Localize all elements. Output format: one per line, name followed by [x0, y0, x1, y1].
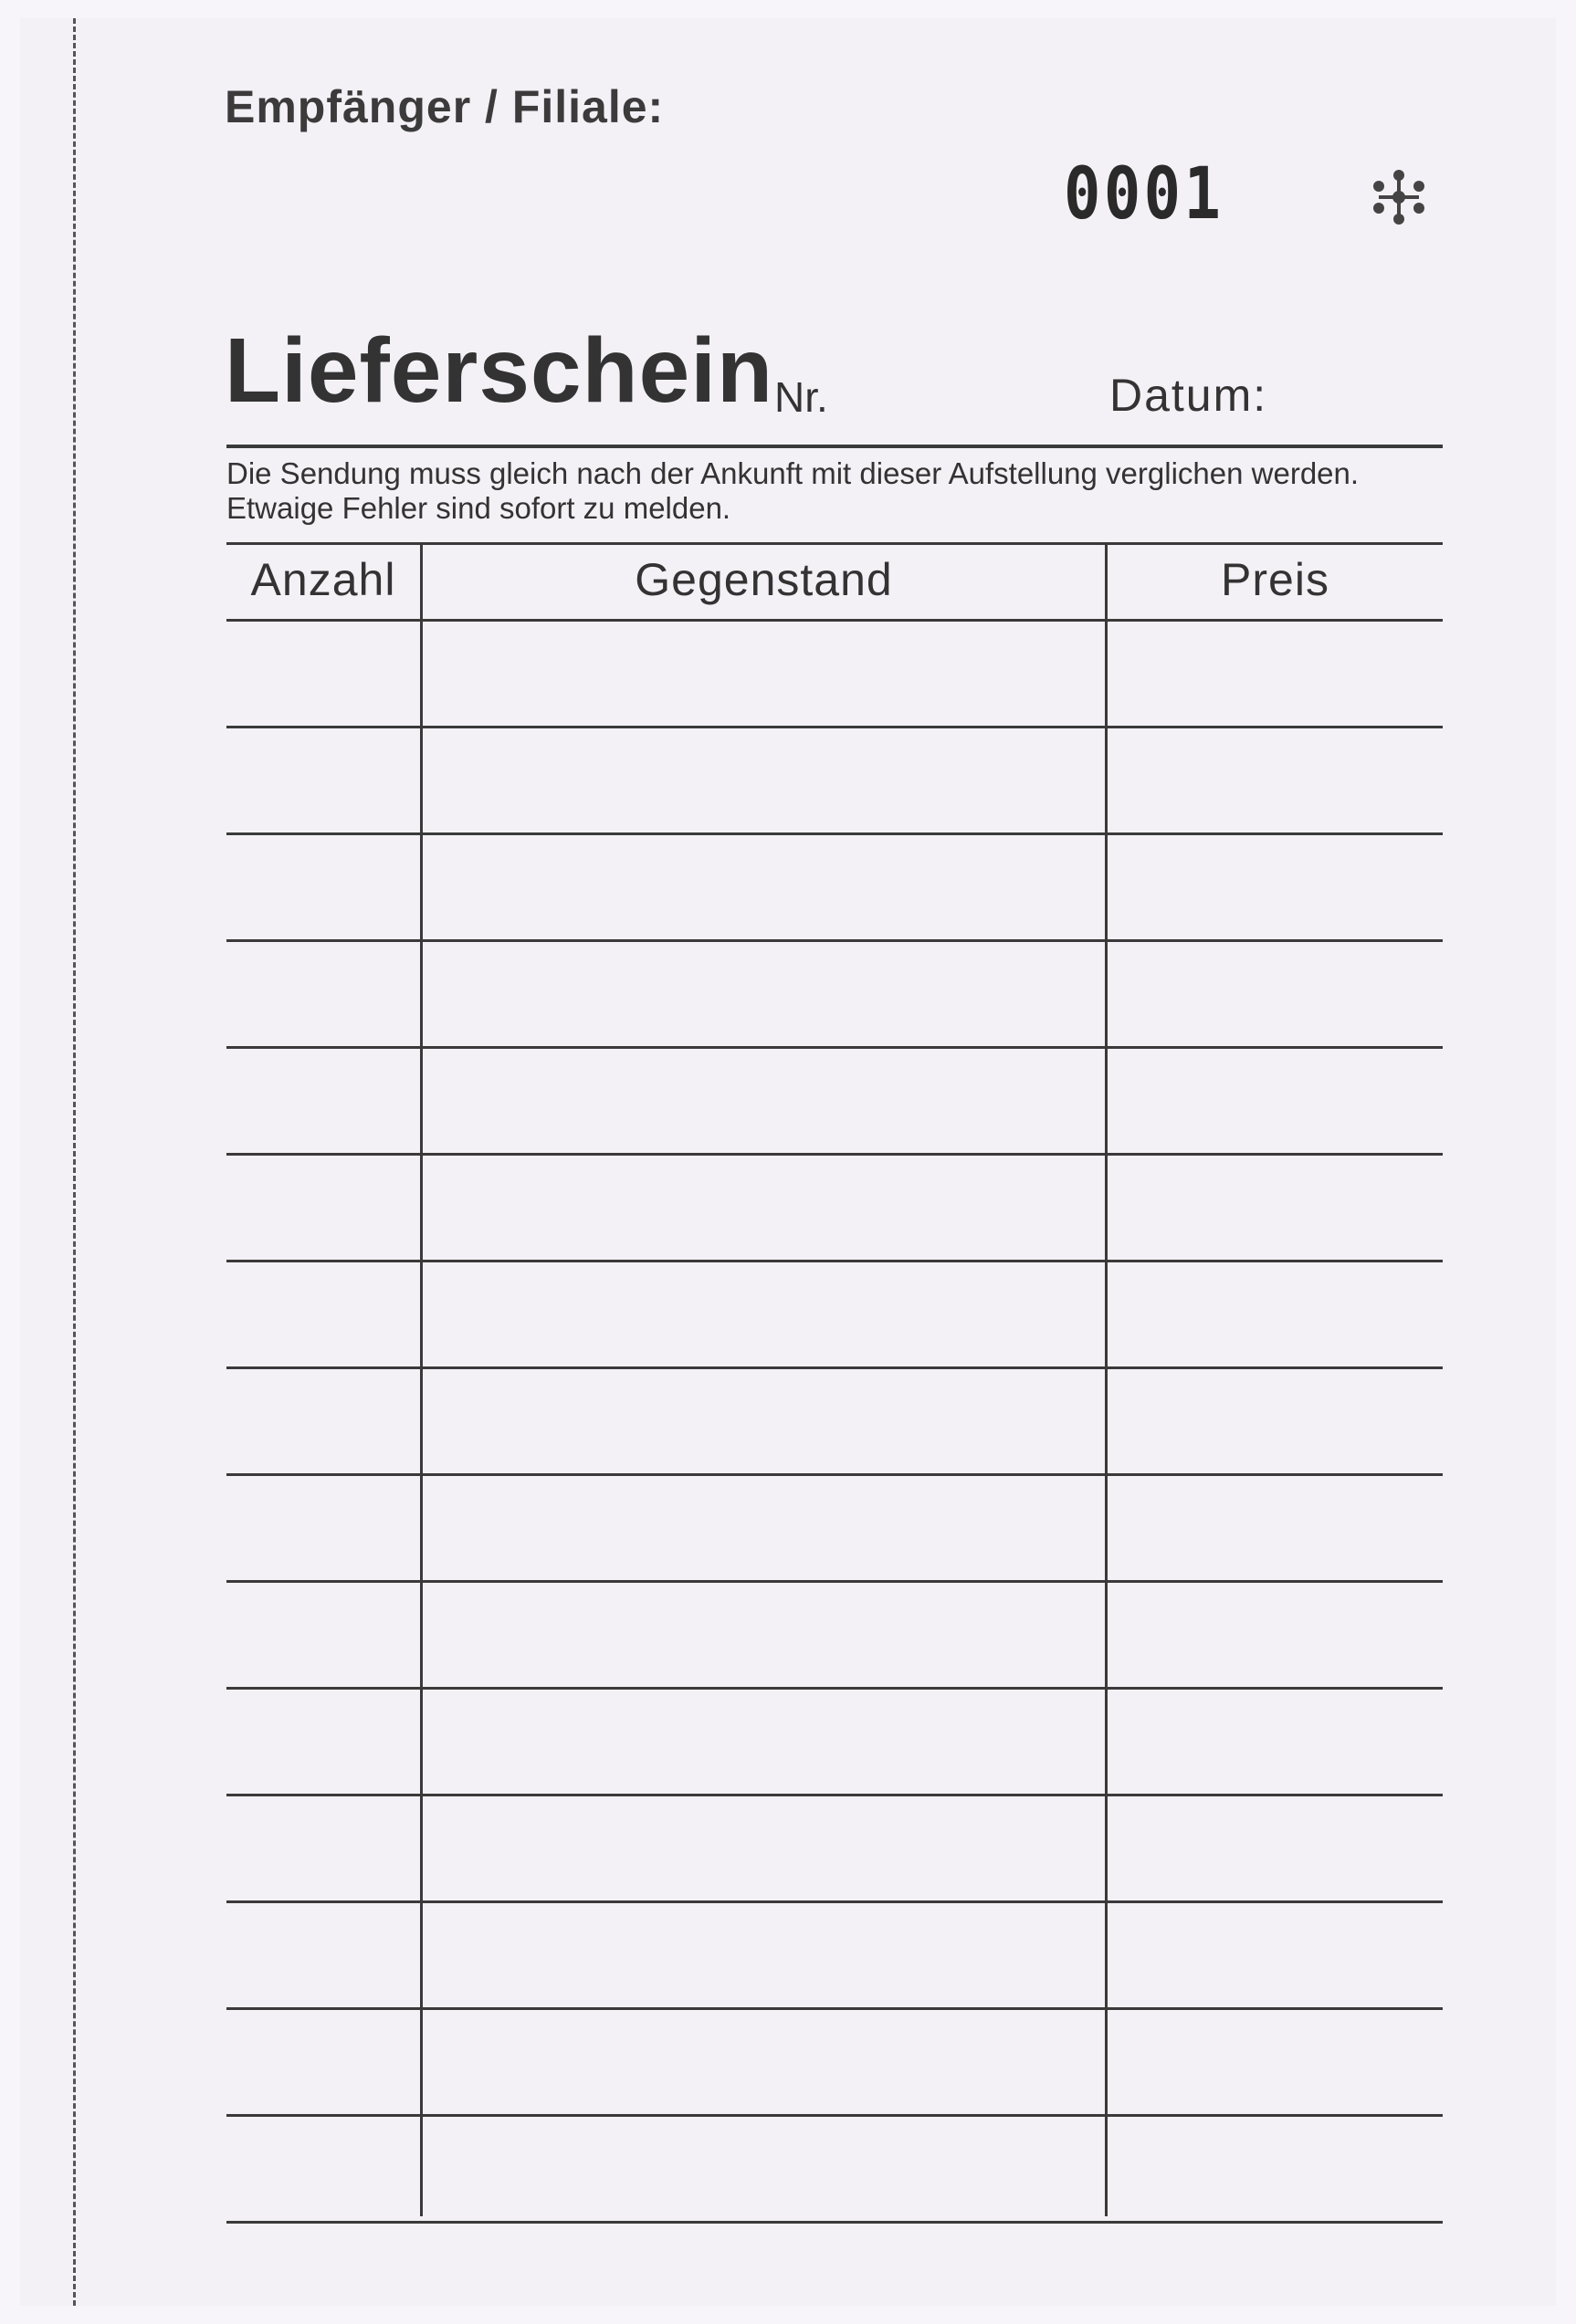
column-divider-2 — [1105, 542, 1108, 2216]
column-header-price: Preis — [1221, 554, 1329, 605]
instruction-line-1: Die Sendung muss gleich nach der Ankunft mit dieser Aufstellung verglichen werden. — [226, 456, 1360, 490]
date-label: Datum: — [1109, 370, 1268, 421]
table-row-rule — [226, 2114, 1443, 2117]
table-top-rule — [226, 542, 1443, 545]
recipient-label: Empfänger / Filiale: — [225, 81, 665, 132]
table-row-rule — [226, 2007, 1443, 2010]
snowflake-asterisk-icon — [1362, 161, 1435, 234]
document-title: Lieferschein — [225, 319, 774, 422]
column-header-item: Gegenstand — [635, 554, 893, 605]
table-row-rule — [226, 2221, 1443, 2224]
instruction-note — [226, 456, 1450, 526]
table-row-rule — [226, 1900, 1443, 1903]
table-row-rule — [226, 1580, 1443, 1583]
items-table — [226, 542, 1443, 2216]
header-divider — [226, 445, 1443, 448]
table-row-rule — [226, 1366, 1443, 1369]
document-number: 0001 — [1064, 153, 1224, 236]
table-row-rule — [226, 1046, 1443, 1049]
instruction-line-2: Etwaige Fehler sind sofort zu melden. — [226, 491, 731, 525]
table-row-rule — [226, 939, 1443, 942]
table-row-rule — [226, 1687, 1443, 1690]
column-header-quantity: Anzahl — [250, 554, 396, 605]
column-divider-1 — [420, 542, 423, 2216]
table-row-rule — [226, 1794, 1443, 1796]
table-row-rule — [226, 1473, 1443, 1476]
table-row-rule — [226, 832, 1443, 835]
perforation-line — [73, 18, 76, 2306]
table-row-rule — [226, 1260, 1443, 1262]
table-row-rule — [226, 726, 1443, 728]
number-label: Nr. — [774, 373, 828, 421]
table-row-rule — [226, 1153, 1443, 1156]
table-header-rule — [226, 619, 1443, 622]
